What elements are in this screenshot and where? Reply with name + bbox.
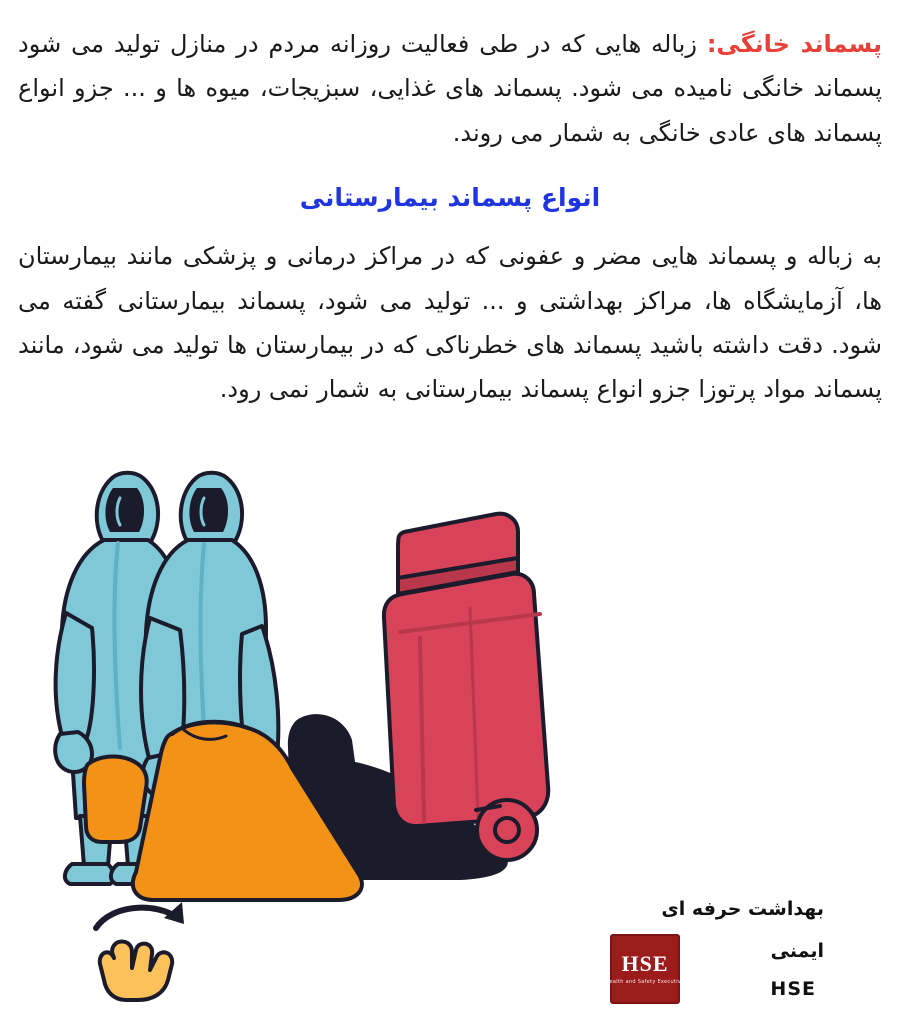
brand-line-hse: HSE (770, 978, 816, 1000)
orange-waste-bag-small (84, 756, 147, 842)
paragraph-hospital-waste: به زباله و پسماند هایی مضر و عفونی که در مراکز درمانی و پزشکی مانند بیمارستان ها، آزمایشگاه ها، مراکز بهداشتی و ... تولید می شود، پسماند بیمارستانی گفته می شود. دقت داشته باشید پسماند های خطرناکی که در بیمارستان ها تولید می شود، مانند پسماند مواد پرتوزا جزو انواع پسماند بیمارستانی به شمار نمی رود. (18, 242, 882, 404)
paragraph-household-waste (18, 22, 882, 155)
brand-block (566, 898, 886, 1008)
article-body (0, 0, 900, 412)
hse-logo-badge (605, 934, 685, 1004)
brand-line-occupational-health: بهداشت حرفه ای (661, 898, 824, 920)
brand-line-safety: ایمنی (770, 940, 824, 962)
hse-badge-subtext: Health and Safety Executive (605, 979, 685, 985)
page-footer (0, 896, 900, 1016)
swipe-hint[interactable] (78, 894, 208, 1004)
lead-term-household-waste: پسماند خانگی: (706, 30, 882, 58)
swipe-hand-icon[interactable] (78, 894, 208, 1004)
illustration-waste-workers (0, 418, 900, 918)
illustration-svg (0, 418, 900, 918)
paragraph-household-waste-body: زباله هایی که در طی فعالیت روزانه مردم در منازل تولید می شود پسماند خانگی نامیده می شود. پسماند های غذایی، سبزیجات، میوه ها و ... جزو انواع پسماند های عادی خانگی به شمار می روند. (18, 30, 882, 147)
section-title-hospital-waste: انواع پسماند بیمارستانی (299, 183, 601, 213)
hse-badge-text: HSE (621, 951, 669, 976)
